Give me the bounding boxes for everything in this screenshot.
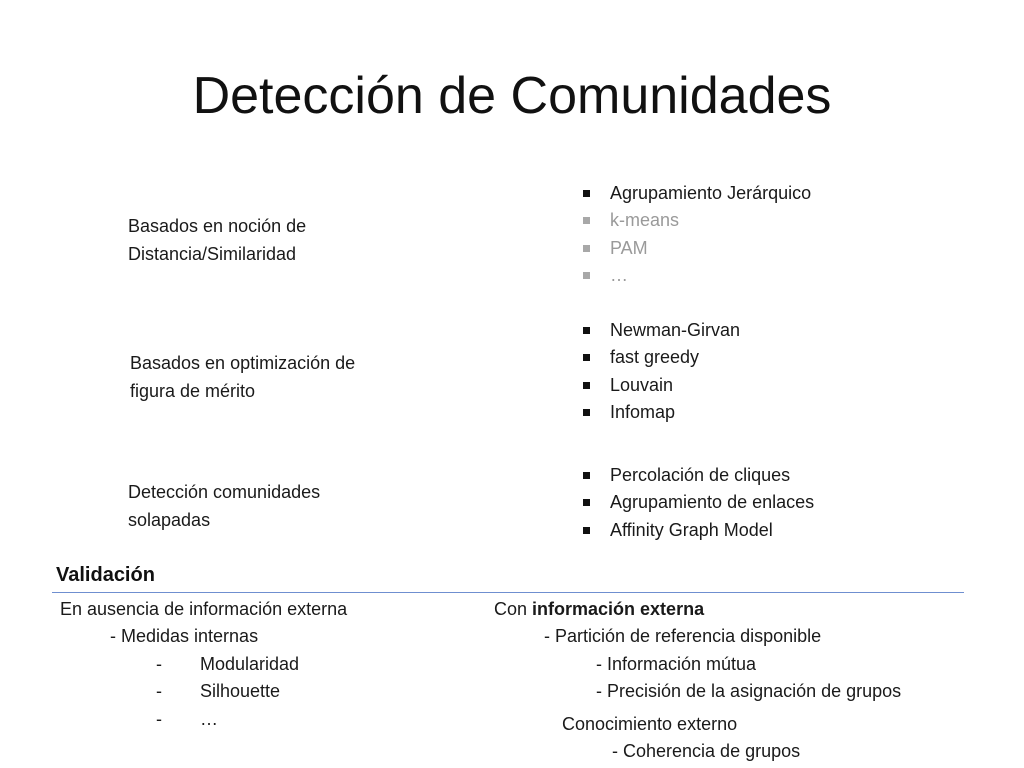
- square-bullet-icon: [583, 472, 590, 479]
- list-item: - Coherencia de grupos: [612, 741, 801, 762]
- section-divider: [52, 592, 964, 593]
- list-item-label: PAM: [610, 237, 648, 258]
- list-item-label: Affinity Graph Model: [610, 519, 773, 540]
- validation-external-subtitle: - Partición de referencia disponible: [544, 626, 822, 647]
- list-item: [582, 180, 811, 207]
- list-item: [156, 678, 347, 705]
- slide-title: Detección de Comunidades: [192, 67, 832, 125]
- dash-marker: -: [156, 653, 162, 674]
- list-item: [582, 372, 740, 399]
- list-item: [582, 399, 740, 426]
- square-bullet-icon: [583, 327, 590, 334]
- list-item-label: …: [200, 708, 218, 729]
- validation-internal-subtitle: - Medidas internas: [110, 626, 259, 647]
- list-item-label: Agrupamiento de enlaces: [610, 492, 815, 513]
- validation-external: [494, 596, 901, 706]
- square-bullet-icon: [583, 217, 590, 224]
- category-optimization-line2: figura de mérito: [130, 381, 256, 401]
- method-list-optimization: [582, 317, 740, 427]
- list-item-label: Silhouette: [200, 681, 281, 702]
- validation-heading: Validación: [56, 564, 155, 586]
- list-item: [582, 462, 814, 489]
- list-item-label: …: [610, 265, 628, 286]
- method-list-distance: [582, 180, 811, 290]
- square-bullet-icon: [583, 409, 590, 416]
- list-item: - Información mútua: [596, 653, 757, 674]
- list-item: [582, 344, 740, 371]
- list-item-label: Newman-Girvan: [610, 320, 741, 340]
- category-overlapping-line2: solapadas: [128, 510, 211, 530]
- list-item: [156, 706, 347, 733]
- square-bullet-icon: [583, 354, 590, 361]
- category-optimization: [130, 349, 355, 405]
- category-distance: [128, 212, 306, 268]
- method-list-overlapping: [582, 462, 814, 544]
- list-item: [582, 517, 814, 544]
- list-item-label: k-means: [610, 210, 680, 231]
- list-item: [156, 651, 347, 678]
- category-distance-line2: Distancia/Similaridad: [128, 244, 297, 264]
- category-distance-line1: Basados en noción de: [128, 216, 307, 236]
- validation-external-title: [494, 596, 901, 623]
- list-item-label: Modularidad: [200, 653, 300, 674]
- list-item: [582, 262, 811, 289]
- category-optimization-line1: Basados en optimización de: [130, 353, 356, 373]
- list-item-label: Louvain: [610, 374, 674, 395]
- list-item: [582, 235, 811, 262]
- dash-marker: -: [156, 708, 162, 729]
- square-bullet-icon: [583, 382, 590, 389]
- validation-external-title-bold: información externa: [532, 599, 705, 619]
- list-item: - Precisión de la asignación de grupos: [596, 681, 902, 702]
- dash-marker: -: [156, 681, 162, 702]
- category-overlapping-line1: Detección comunidades: [128, 482, 321, 502]
- list-item-label: Percolación de cliques: [610, 465, 791, 485]
- list-item: [582, 207, 811, 234]
- square-bullet-icon: [583, 190, 590, 197]
- square-bullet-icon: [583, 272, 590, 279]
- list-item-label: Infomap: [610, 402, 676, 423]
- validation-knowledge: [562, 711, 800, 766]
- validation-knowledge-title: Conocimiento externo: [562, 714, 738, 734]
- list-item: [582, 317, 740, 344]
- square-bullet-icon: [583, 527, 590, 534]
- list-item-label: Agrupamiento Jerárquico: [610, 183, 812, 203]
- list-item: [582, 489, 814, 516]
- validation-internal: [60, 596, 347, 733]
- list-item-label: fast greedy: [610, 347, 700, 368]
- square-bullet-icon: [583, 245, 590, 252]
- validation-external-title-prefix: Con: [494, 599, 533, 619]
- square-bullet-icon: [583, 499, 590, 506]
- validation-internal-title: En ausencia de información externa: [60, 599, 348, 619]
- category-overlapping: [128, 478, 320, 534]
